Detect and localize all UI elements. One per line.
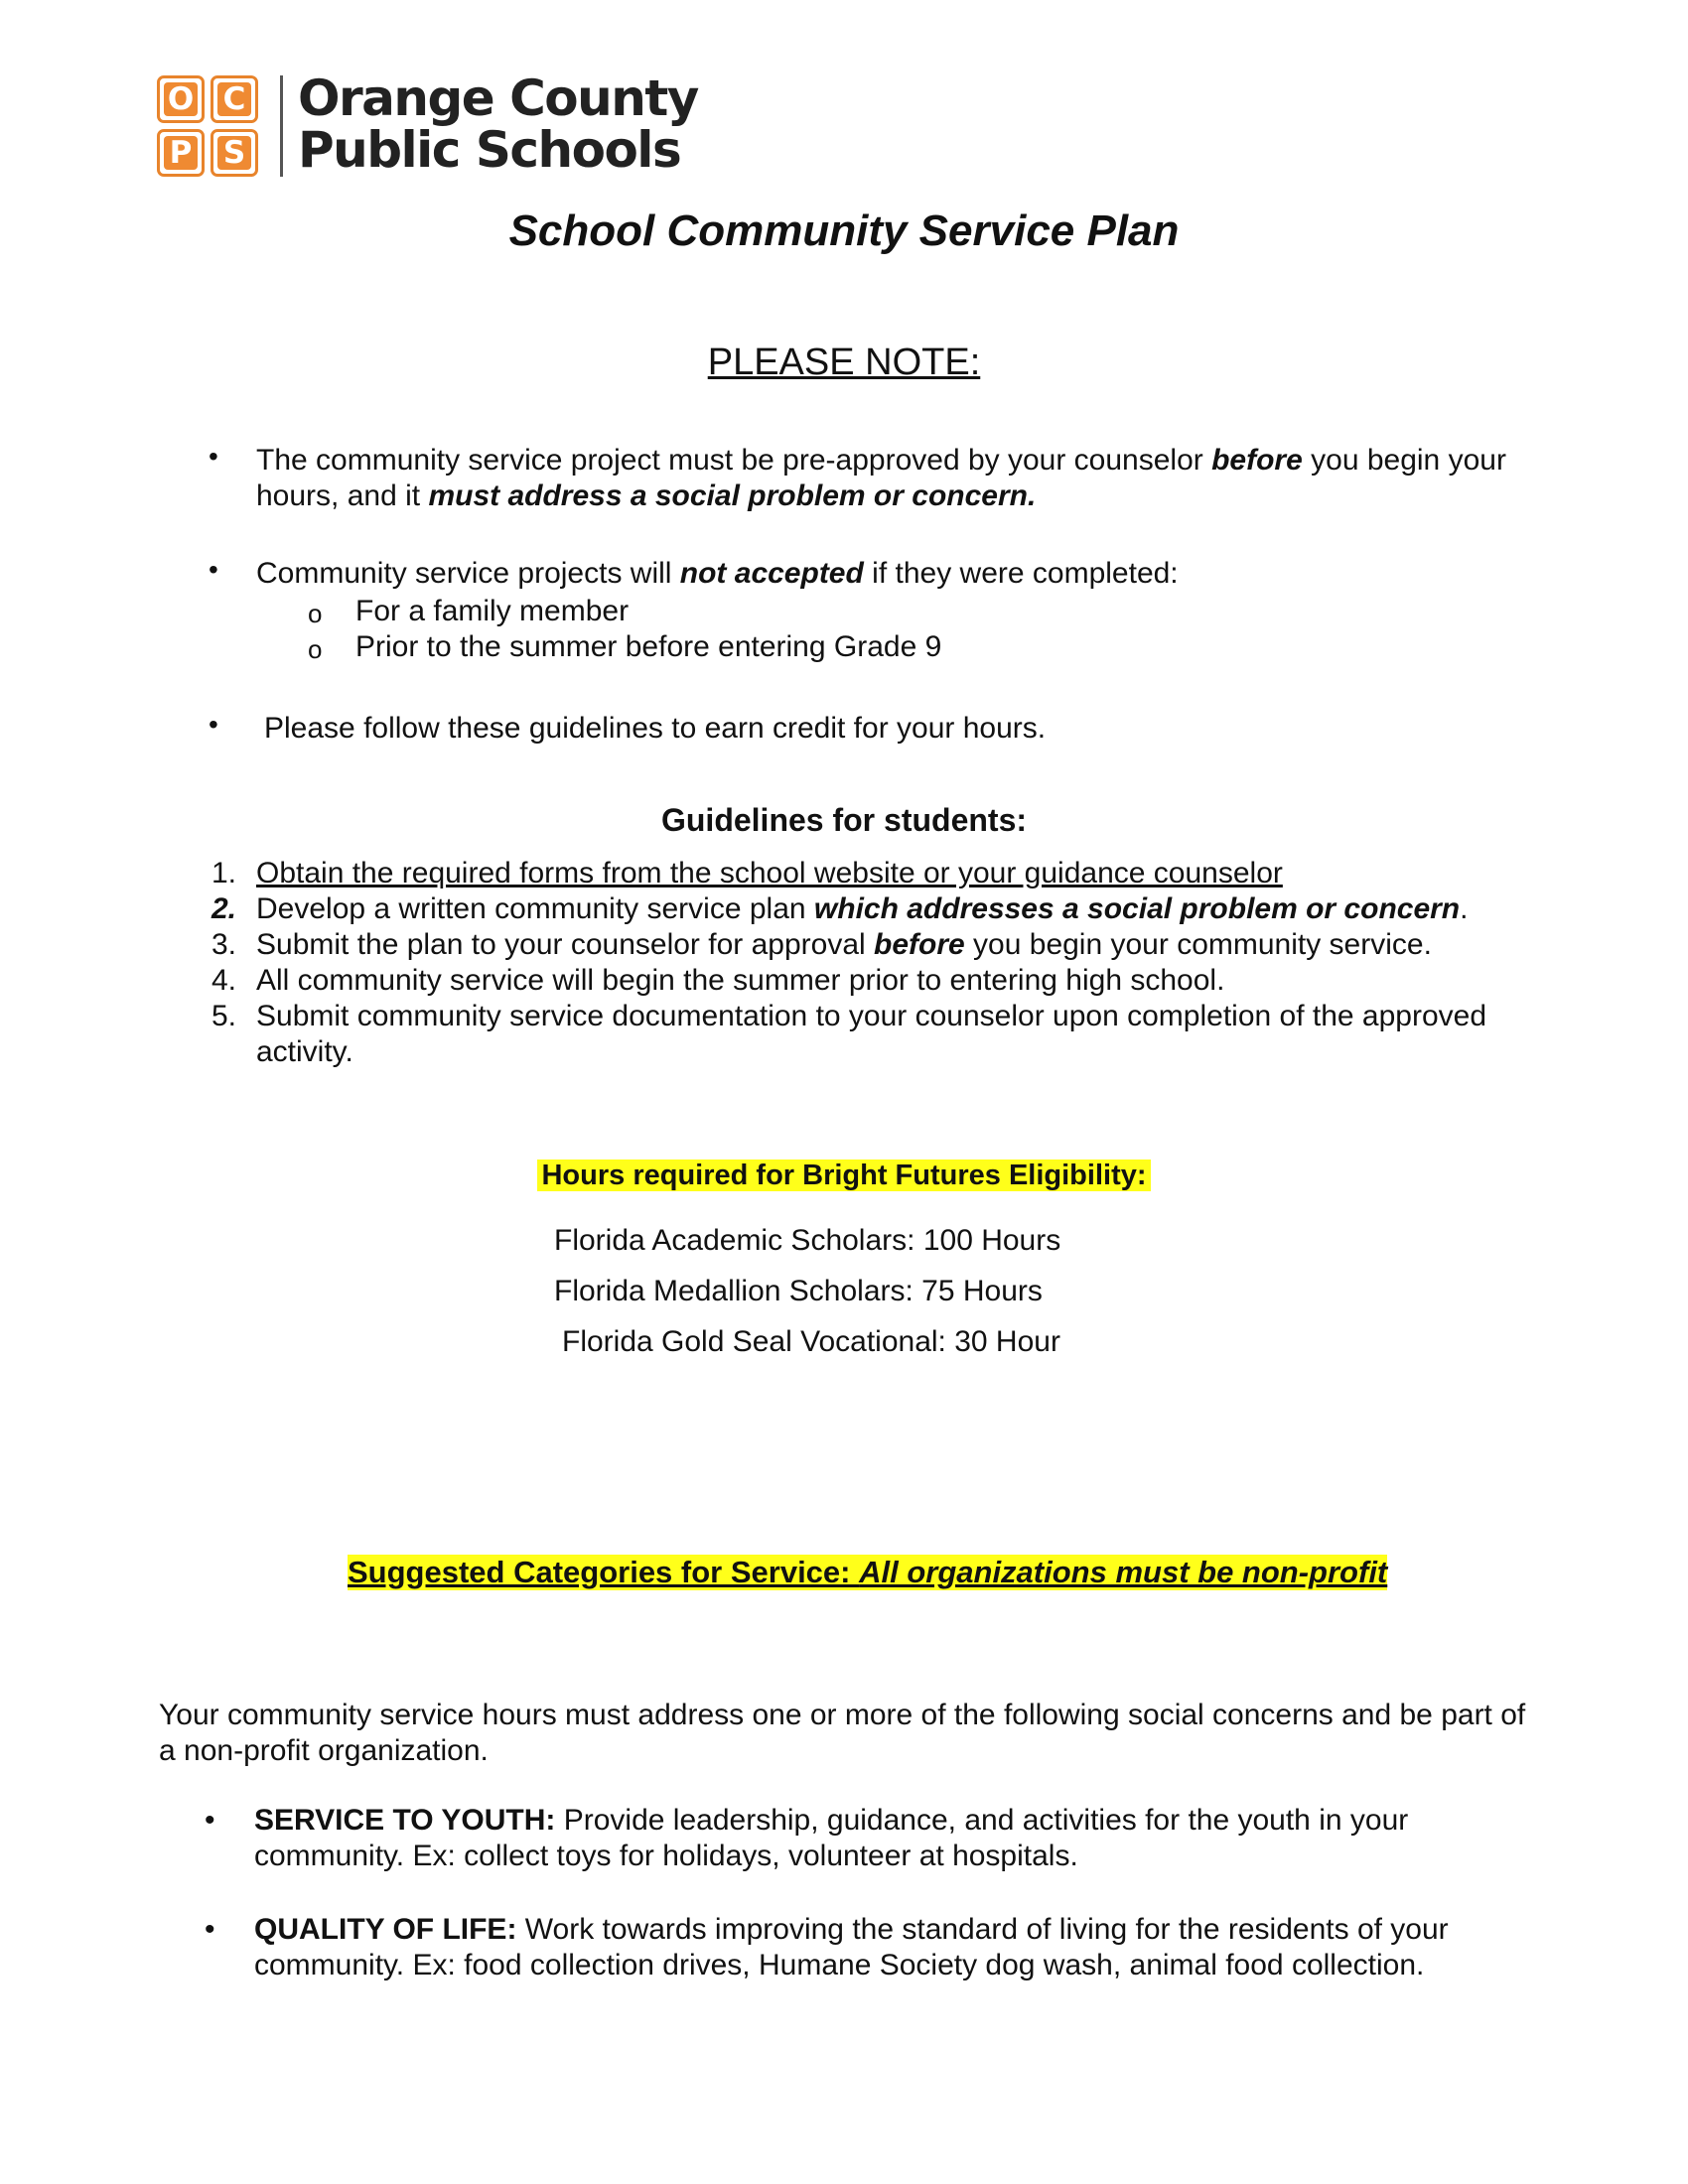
logo-text-line1: Orange County: [298, 69, 698, 127]
bullet-marker: •: [209, 709, 218, 740]
bullet-marker: •: [209, 554, 218, 585]
categories-intro-line-1: Your community service hours must address one or more of the following social concerns and be part of: [159, 1699, 1526, 1731]
category-service-to-youth-continued: community. Ex: collect toys for holidays, volunteer at hospitals.: [254, 1840, 1078, 1872]
logo-text-line2: Public Schools: [298, 121, 681, 179]
note-2-sub-2: Prior to the summer before entering Grade 9: [355, 630, 942, 663]
categories-heading: Suggested Categories for Service: All organizations must be non-profit: [348, 1555, 1388, 1589]
bullet-marker: •: [209, 441, 218, 472]
hours-heading: Hours required for Bright Futures Eligibility:: [0, 1160, 1688, 1192]
guideline-item-1: [0, 856, 1688, 891]
guideline-text: All community service will begin the summer prior to entering high school.: [256, 964, 1225, 997]
guidelines-heading: Guidelines for students:: [660, 802, 1028, 838]
list-number: 3.: [211, 928, 236, 961]
bullet-marker: •: [205, 1913, 215, 1946]
logo-tile-p: P: [157, 129, 205, 177]
logo-tile-o: O: [157, 75, 205, 123]
page-title: School Community Service Plan: [508, 206, 1180, 255]
ocps-logo: [157, 69, 698, 183]
list-number: 5.: [211, 1000, 236, 1032]
guideline-item-2: [0, 891, 1688, 927]
guideline-text: Submit the plan to your counselor for approval before you begin your community service.: [256, 928, 1432, 961]
logo-divider: [280, 75, 283, 177]
list-number: 1.: [211, 857, 236, 889]
hours-line-medallion: Florida Medallion Scholars: 75 Hours: [554, 1275, 1043, 1307]
note-1-line-1: The community service project must be pre-approved by your counselor before you begin your: [256, 444, 1506, 477]
guideline-item-4: [0, 963, 1688, 999]
logo-tile-c: C: [211, 75, 258, 123]
category-service-to-youth: SERVICE TO YOUTH: Provide leadership, guidance, and activities for the youth in your: [254, 1804, 1409, 1837]
note-2-line-1: Community service projects will not accepted if they were completed:: [256, 557, 1179, 590]
sub-bullet-marker: o: [308, 599, 323, 628]
note-2-sub-1: For a family member: [355, 595, 630, 627]
guideline-text: Submit community service documentation to your counselor upon completion of the approved: [256, 1000, 1487, 1032]
hours-line-gold-seal: Florida Gold Seal Vocational: 30 Hour: [562, 1325, 1060, 1358]
note-3: Please follow these guidelines to earn credit for your hours.: [264, 712, 1047, 745]
guideline-item-3: [0, 927, 1688, 963]
category-quality-of-life: QUALITY OF LIFE: Work towards improving the standard of living for the residents of your: [254, 1913, 1449, 1946]
category-quality-of-life-continued: community. Ex: food collection drives, Humane Society dog wash, animal food collection.: [254, 1949, 1425, 1981]
sub-bullet-marker: o: [308, 634, 323, 664]
categories-intro-line-2: a non-profit organization.: [159, 1734, 489, 1767]
note-1-line-2: hours, and it must address a social problem or concern.: [256, 479, 1037, 512]
guideline-text: Obtain the required forms from the school website or your guidance counselor: [256, 857, 1283, 889]
hours-line-academic: Florida Academic Scholars: 100 Hours: [554, 1224, 1061, 1257]
guideline-text-continued: activity.: [256, 1035, 353, 1068]
logo-tile-s: S: [211, 129, 258, 177]
bullet-marker: •: [205, 1804, 215, 1837]
guideline-item-5: [0, 999, 1688, 1070]
please-note-heading: PLEASE NOTE:: [707, 341, 981, 383]
list-number: 2.: [211, 892, 236, 925]
guideline-text: Develop a written community service plan which addresses a social problem or concern.: [256, 892, 1469, 925]
list-number: 4.: [211, 964, 236, 997]
